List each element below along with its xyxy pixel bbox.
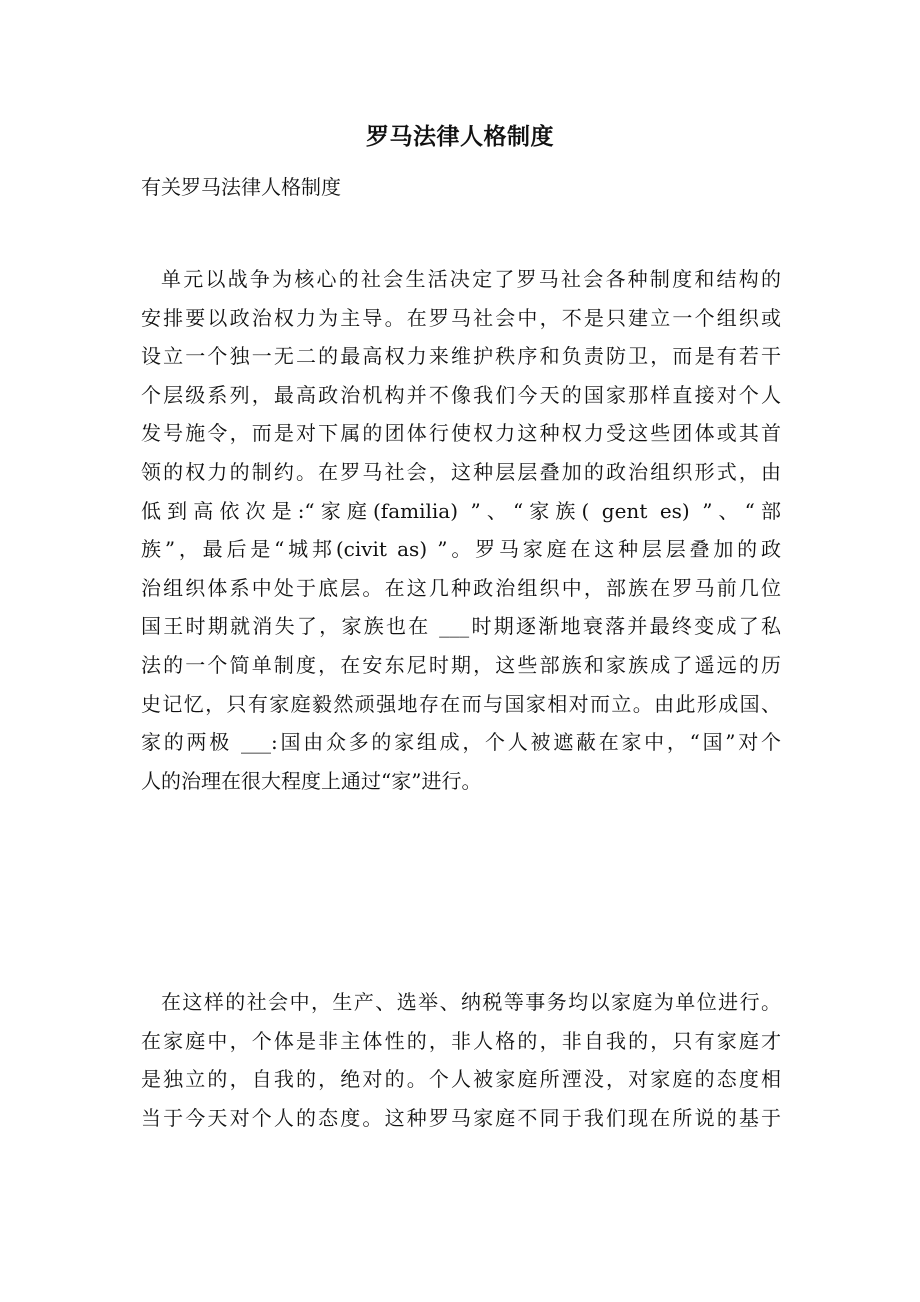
text-line: 当于今天对个人的态度。这种罗马家庭不同于我们现在所说的基于 (141, 1105, 781, 1130)
text-line: 单元以战争为核心的社会生活决定了罗马社会各种制度和结构的 (161, 267, 781, 291)
document-subtitle: 有关罗马法律人格制度 (141, 175, 341, 199)
text-line: 是独立的，自我的，绝对的。个人被家庭所湮没，对家庭的态度相 (141, 1067, 781, 1092)
text-line: 安排要以政治权力为主导。在罗马社会中，不是只建立一个组织或 (141, 305, 781, 330)
text-line: 在这样的社会中，生产、选举、纳税等事务均以家庭为单位进行。 (161, 990, 781, 1014)
text-line: 发号施令，而是对下属的团体行使权力这种权力受这些团体或其首 (141, 421, 781, 446)
text-line: 法的一个简单制度，在安东尼时期，这些部族和家族成了遥远的历 (141, 652, 781, 677)
text-line: 设立一个独一无二的最高权力来维护秩序和负责防卫，而是有若干 (141, 344, 781, 369)
text-line: 个层级系列，最高政治机构并不像我们今天的国家那样直接对个人 (141, 382, 781, 407)
text-line: 族”，最后是“城邦(civit as) ”。罗马家庭在这种层层叠加的政 (141, 537, 781, 562)
text-line: 在家庭中，个体是非主体性的，非人格的，非自我的，只有家庭才 (141, 1028, 781, 1053)
text-line: 低到高依次是:“家庭(familia) ”、“家族( gent es) ”、“部 (141, 498, 781, 523)
text-line: 史记忆，只有家庭毅然顽强地存在而与国家相对而立。由此形成国、 (141, 691, 781, 716)
paragraph-1 (141, 260, 781, 800)
text-line: 领的权力的制约。在罗马社会，这种层层叠加的政治组织形式，由 (141, 459, 781, 484)
text-line: 国王时期就消失了，家族也在 ___时期逐渐地衰落并最终变成了私 (141, 614, 781, 639)
text-line: 人的治理在很大程度上通过“家”进行。 (141, 768, 482, 793)
text-line: 治组织体系中处于底层。在这几种政治组织中，部族在罗马前几位 (141, 575, 781, 600)
text-line: 家的两极 ___:国由众多的家组成，个人被遮蔽在家中，“国”对个 (141, 730, 781, 755)
document-title: 罗马法律人格制度 (366, 123, 554, 150)
paragraph-2 (141, 983, 781, 1137)
